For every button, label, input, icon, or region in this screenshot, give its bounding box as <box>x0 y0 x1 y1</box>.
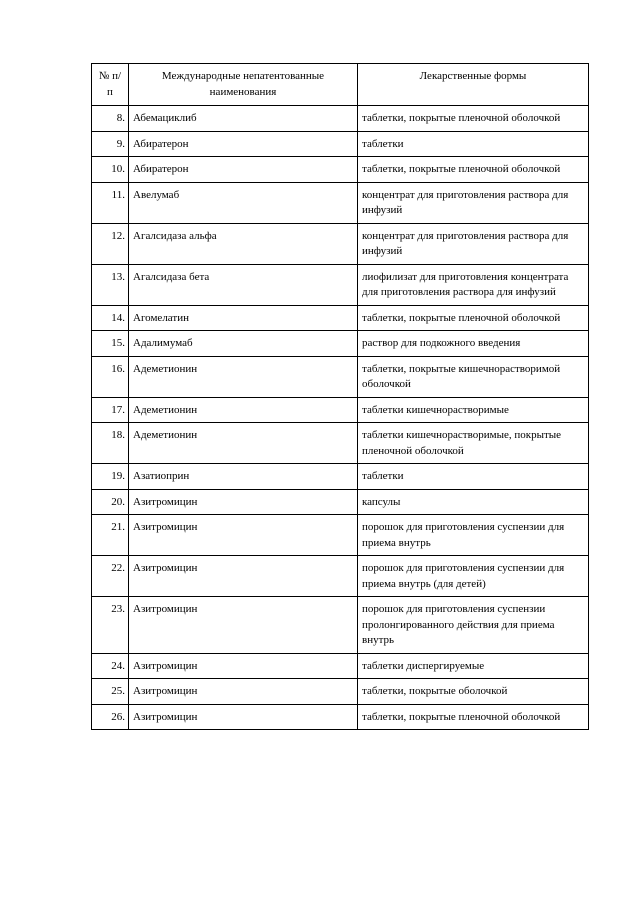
header-form: Лекарственные формы <box>358 64 589 106</box>
row-dosage-form: концентрат для приготовления раствора для инфузий <box>358 182 589 223</box>
table-row <box>92 106 589 132</box>
row-dosage-form: капсулы <box>358 489 589 515</box>
row-number: 18. <box>92 423 129 464</box>
row-drug-name: Азитромицин <box>129 556 358 597</box>
row-dosage-form: таблетки <box>358 131 589 157</box>
row-drug-name: Азитромицин <box>129 489 358 515</box>
row-number: 21. <box>92 515 129 556</box>
row-dosage-form: порошок для приготовления суспензии пролонгированного действия для приема внутрь <box>358 597 589 654</box>
row-dosage-form: таблетки, покрытые кишечнорастворимой оболочкой <box>358 356 589 397</box>
row-dosage-form: концентрат для приготовления раствора для инфузий <box>358 223 589 264</box>
header-name: Международные непатентованные наименования <box>129 64 358 106</box>
row-drug-name: Азитромицин <box>129 679 358 705</box>
row-number: 20. <box>92 489 129 515</box>
table-row <box>92 131 589 157</box>
row-number: 24. <box>92 653 129 679</box>
header-number: № п/п <box>92 64 129 106</box>
row-drug-name: Азатиоприн <box>129 464 358 490</box>
table-row <box>92 305 589 331</box>
row-number: 15. <box>92 331 129 357</box>
row-drug-name: Авелумаб <box>129 182 358 223</box>
table-row <box>92 264 589 305</box>
row-number: 14. <box>92 305 129 331</box>
row-drug-name: Абиратерон <box>129 131 358 157</box>
row-drug-name: Абемациклиб <box>129 106 358 132</box>
table-body <box>92 106 589 730</box>
row-number: 17. <box>92 397 129 423</box>
row-drug-name: Адалимумаб <box>129 331 358 357</box>
row-number: 10. <box>92 157 129 183</box>
row-drug-name: Агалсидаза бета <box>129 264 358 305</box>
row-dosage-form: таблетки, покрытые пленочной оболочкой <box>358 305 589 331</box>
table-header <box>92 64 589 106</box>
table-row <box>92 223 589 264</box>
row-dosage-form: таблетки кишечнорастворимые, покрытые пленочной оболочкой <box>358 423 589 464</box>
row-number: 19. <box>92 464 129 490</box>
row-number: 12. <box>92 223 129 264</box>
row-dosage-form: таблетки диспергируемые <box>358 653 589 679</box>
row-drug-name: Азитромицин <box>129 515 358 556</box>
row-number: 13. <box>92 264 129 305</box>
row-number: 23. <box>92 597 129 654</box>
row-number: 22. <box>92 556 129 597</box>
row-drug-name: Агалсидаза альфа <box>129 223 358 264</box>
row-drug-name: Адеметионин <box>129 423 358 464</box>
row-dosage-form: таблетки <box>358 464 589 490</box>
row-drug-name: Абиратерон <box>129 157 358 183</box>
row-number: 26. <box>92 704 129 730</box>
row-drug-name: Азитромицин <box>129 653 358 679</box>
row-dosage-form: таблетки, покрытые пленочной оболочкой <box>358 157 589 183</box>
table-row <box>92 489 589 515</box>
row-dosage-form: порошок для приготовления суспензии для приема внутрь (для детей) <box>358 556 589 597</box>
row-number: 25. <box>92 679 129 705</box>
row-dosage-form: раствор для подкожного введения <box>358 331 589 357</box>
table-row <box>92 423 589 464</box>
row-dosage-form: лиофилизат для приготовления концентрата для приготовления раствора для инфузий <box>358 264 589 305</box>
medication-table <box>91 63 589 730</box>
row-drug-name: Азитромицин <box>129 704 358 730</box>
table-row <box>92 653 589 679</box>
row-drug-name: Адеметионин <box>129 356 358 397</box>
row-dosage-form: таблетки, покрытые оболочкой <box>358 679 589 705</box>
table-row <box>92 464 589 490</box>
row-number: 16. <box>92 356 129 397</box>
row-dosage-form: порошок для приготовления суспензии для приема внутрь <box>358 515 589 556</box>
row-dosage-form: таблетки кишечнорастворимые <box>358 397 589 423</box>
row-drug-name: Адеметионин <box>129 397 358 423</box>
row-dosage-form: таблетки, покрытые пленочной оболочкой <box>358 704 589 730</box>
table-row <box>92 515 589 556</box>
row-dosage-form: таблетки, покрытые пленочной оболочкой <box>358 106 589 132</box>
table-row <box>92 597 589 654</box>
table-row <box>92 704 589 730</box>
row-number: 8. <box>92 106 129 132</box>
table-row <box>92 157 589 183</box>
table-row <box>92 679 589 705</box>
header-row <box>92 64 589 106</box>
row-drug-name: Агомелатин <box>129 305 358 331</box>
row-drug-name: Азитромицин <box>129 597 358 654</box>
table-row <box>92 556 589 597</box>
table-row <box>92 356 589 397</box>
table-row <box>92 331 589 357</box>
table-row <box>92 397 589 423</box>
table-row <box>92 182 589 223</box>
row-number: 9. <box>92 131 129 157</box>
row-number: 11. <box>92 182 129 223</box>
